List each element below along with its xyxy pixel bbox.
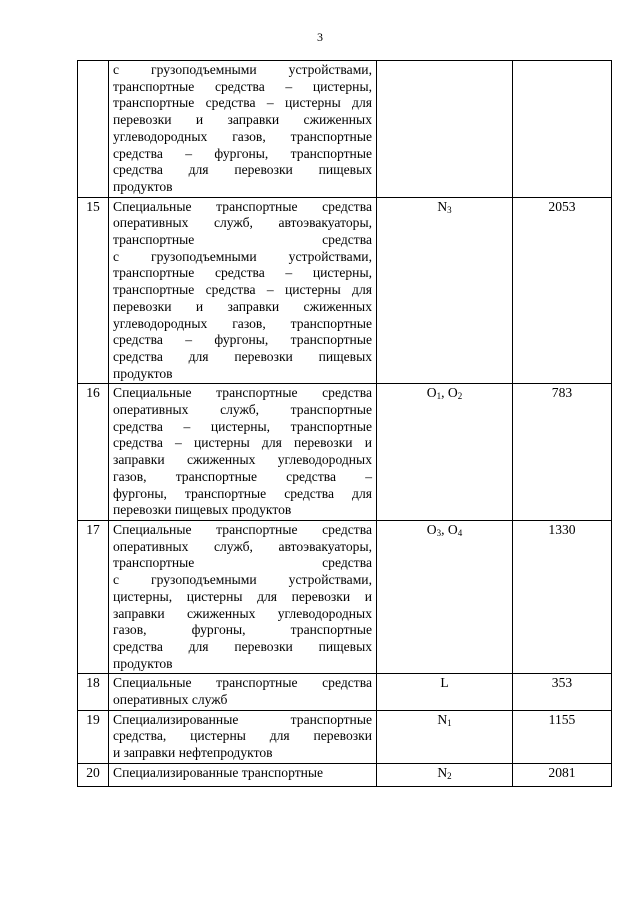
category-subscript: 1: [436, 391, 442, 402]
description-line: оперативных служб, транспортные: [113, 402, 372, 418]
vehicle-description: [109, 520, 377, 673]
table-row: [78, 197, 612, 384]
category-subscript: 3: [436, 527, 442, 538]
description-line: средства для перевозки пищевых: [113, 348, 372, 364]
category-subscript: 2: [457, 391, 463, 402]
description-line: Специальные транспортные средства: [113, 675, 372, 691]
row-value: 2081: [513, 763, 612, 786]
vehicle-description: [109, 197, 377, 384]
table-row: [78, 763, 612, 786]
row-number: 18: [78, 674, 109, 710]
page-number: 3: [317, 30, 323, 44]
vehicle-description: [109, 674, 377, 710]
vehicle-description: [109, 61, 377, 198]
description-line: с грузоподъемными устройствами,: [113, 248, 372, 264]
table-row: [78, 674, 612, 710]
row-number: 20: [78, 763, 109, 786]
description-line: транспортные средства – цистерны для: [113, 282, 372, 298]
category-subscript: 3: [447, 204, 452, 215]
description-line: транспортные средства: [113, 232, 372, 248]
description-line: транспортные средства – цистерны,: [113, 265, 372, 281]
category-code: N: [437, 711, 448, 727]
description-line: транспортные средства: [113, 555, 372, 571]
description-line: транспортные средства – цистерны,: [113, 78, 372, 94]
description-line: продуктов: [113, 655, 173, 671]
category-subscript: 4: [457, 527, 463, 538]
row-number: 15: [78, 197, 109, 384]
row-value: 1155: [513, 710, 612, 763]
vehicle-category: [377, 763, 513, 786]
description-line: газов, транспортные средства –: [113, 468, 372, 484]
description-line: продуктов: [113, 365, 173, 381]
vehicle-description: [109, 710, 377, 763]
description-line: оперативных служб: [113, 692, 228, 708]
table-body: [78, 61, 612, 787]
description-line: и заправки нефтепродуктов: [113, 745, 273, 761]
description-line: перевозки пищевых продуктов: [113, 502, 292, 518]
description-line: оперативных служб, автоэвакуаторы,: [113, 215, 372, 231]
description-line: средства, цистерны для перевозки: [113, 728, 372, 744]
row-value: 783: [513, 384, 612, 521]
description-line: Специальные транспортные средства: [113, 198, 372, 214]
description-line: газов, фургоны, транспортные: [113, 622, 372, 638]
row-value: 353: [513, 674, 612, 710]
row-number: 16: [78, 384, 109, 521]
description-line: заправки сжиженных углеводородных: [113, 605, 372, 621]
description-line: средства для перевозки пищевых: [113, 638, 372, 654]
category-code: N: [437, 198, 448, 214]
description-line: углеводородных газов, транспортные: [113, 315, 372, 331]
description-line: средства для перевозки пищевых: [113, 162, 372, 178]
row-number: 17: [78, 520, 109, 673]
description-line: заправки сжиженных углеводородных: [113, 452, 372, 468]
vehicle-category: [377, 674, 513, 710]
category-code: O: [447, 521, 458, 537]
vehicle-category: $O_1$, $O_2$: [377, 384, 513, 521]
table-row: [78, 710, 612, 763]
description-line: перевозки и заправки сжиженных: [113, 298, 372, 314]
vehicle-description: [109, 763, 377, 786]
vehicle-category: $O_3$, $O_4$: [377, 520, 513, 673]
category-code: O: [426, 385, 437, 401]
description-line: с грузоподъемными устройствами,: [113, 62, 372, 77]
description-line: продуктов: [113, 178, 173, 194]
description-line: Специализированные транспортные: [113, 764, 324, 780]
description-line: средства – цистерны для перевозки и: [113, 435, 372, 451]
description-line: транспортные средства – цистерны для: [113, 95, 372, 111]
description-line: перевозки и заправки сжиженных: [113, 112, 372, 128]
row-value: [513, 61, 612, 198]
category-code: N: [437, 764, 448, 780]
row-number: [78, 61, 109, 198]
description-line: Специализированные транспортные: [113, 711, 372, 727]
table-row: [78, 384, 612, 521]
category-code: L: [440, 675, 449, 691]
table-row: [78, 61, 612, 198]
category-subscript: 2: [447, 770, 452, 781]
table-row: [78, 520, 612, 673]
description-line: Специальные транспортные средства: [113, 385, 372, 401]
category-code: O: [447, 385, 458, 401]
description-line: цистерны, цистерны для перевозки и: [113, 588, 372, 604]
category-code: O: [426, 521, 437, 537]
description-line: средства – фургоны, транспортные: [113, 145, 372, 161]
description-line: средства – фургоны, транспортные: [113, 332, 372, 348]
description-line: фургоны, транспортные средства для: [113, 485, 372, 501]
description-line: средства – цистерны, транспортные: [113, 418, 372, 434]
description-line: оперативных служб, автоэвакуаторы,: [113, 538, 372, 554]
vehicle-description: [109, 384, 377, 521]
description-line: Специальные транспортные средства: [113, 521, 372, 537]
description-line: углеводородных газов, транспортные: [113, 128, 372, 144]
description-line: с грузоподъемными устройствами,: [113, 572, 372, 588]
category-subscript: 1: [447, 717, 452, 728]
vehicle-category-table: [77, 60, 612, 787]
row-number: 19: [78, 710, 109, 763]
vehicle-category: [377, 710, 513, 763]
row-value: 2053: [513, 197, 612, 384]
vehicle-category: [377, 197, 513, 384]
row-value: 1330: [513, 520, 612, 673]
vehicle-category: [377, 61, 513, 198]
